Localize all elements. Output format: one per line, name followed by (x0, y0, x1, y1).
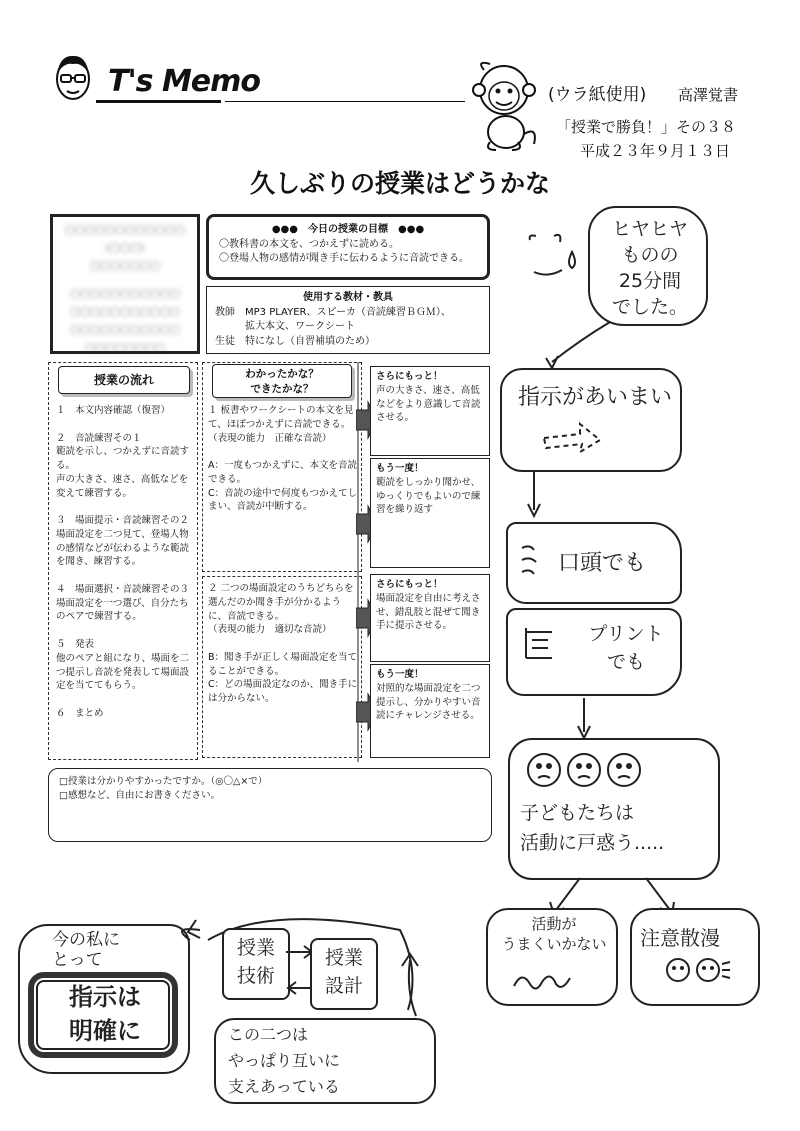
note-text-6: 活動が うまくいかない (501, 915, 607, 953)
face-cartoon-icon (52, 52, 94, 104)
sweat-face-icon (510, 210, 590, 310)
flow-heading-box (58, 366, 190, 394)
note-text-9: 指示は 明確に (69, 983, 141, 1045)
materials-line: 生徒 特になし（自習補填のため） (215, 335, 375, 347)
note-text-12: この二つは やっぱり互いに 支えあっている (228, 1025, 341, 1096)
distracted-faces-icon (664, 956, 734, 986)
goal-item: 〇教科書の本文を、つかえずに読める。 (219, 238, 399, 250)
note-text-5: 子どもたちは 活動に戸惑う..... (520, 802, 665, 854)
arrow-down-icon (520, 470, 550, 520)
note-text-8: 今の私に とって (52, 930, 120, 970)
check-heading-box (212, 364, 352, 398)
materials-line: 教師 MP3 PLAYER、スピーカ（音読練習ＢＧＭ）、 (215, 306, 451, 318)
blurred-line: （〇〇〇） (100, 244, 150, 255)
materials-heading: 使用する教材・教具 (303, 292, 393, 303)
blurred-line: 〇〇〇〇〇〇〇 (90, 262, 160, 273)
speech-lines-icon (518, 540, 548, 580)
support-text: 声の大きさ、速さ、高低などをより意識して音読させる。 (376, 384, 481, 424)
goal-heading: ●●● 今日の授業の目標 ●●● (271, 224, 425, 235)
support-head: さらにもっと！ (376, 371, 443, 382)
check-text-1: １ 板書やワークシートの本文を見て、ほぼつかえずに音読できる。 （表現の能力 正確な音読） A：一度もつかえずに、本文を音読できる。 C：音読の途中で何度もつかえてしまい、音読が中断する。 (208, 405, 358, 513)
goal-box (206, 214, 490, 280)
check-heading: わかったかな？ できたかな？ (245, 368, 319, 395)
header-author: 高澤覚書 (678, 86, 739, 104)
support-text: 場面設定を自由に考えさせ、錯乱肢と混ぜて聞き手に提示させる。 (376, 592, 481, 632)
note-text-4: プリント でも (588, 623, 664, 673)
support-head: もう一度！ (376, 463, 424, 474)
memo-logo: T's Memo (108, 64, 261, 99)
arrow-down-icon (570, 696, 600, 740)
author-avatar (52, 52, 94, 104)
goal-item: 〇登場人物の感情が聞き手に伝わるように音読できる。 (219, 253, 469, 264)
paper-icon (522, 624, 558, 664)
series-label: 「授業で勝負！」その３８ (556, 118, 737, 136)
dashed-arrow-icon (540, 418, 610, 458)
materials-box (206, 286, 490, 354)
blurred-line: 〇〇〇〇〇〇〇〇 (85, 344, 165, 355)
arrow-down-icon (540, 320, 630, 370)
support-box-a1 (370, 366, 490, 456)
flow-text: １ 本文内容確認（復習） ２ 音読練習その１ 範読を示し、つかえずに音読する。 声の大きさ、速さ、高低などを変えて練習する。 ３ 場面提示・音読練習その２ 場面設定を二つ見て、登場人物の感情などが伝わるような範読を聞き、練習する。 ４ 場面選択・音読練習その３ 場面設定を一つ選び、自分たちのペアで練習する。 ５ 発表 他のペアと組になり、場面を二つ提示し音読を発表して場面設定を当ててもらう。 ６ まとめ (56, 405, 190, 719)
support-text: 対照的な場面設定を二つ提示し、分かりやすい音読にチャレンジさせる。 (376, 682, 481, 722)
lesson-info-box (50, 214, 200, 354)
note-text-7: 注意散漫 (640, 926, 720, 950)
flow-heading: 授業の流れ (93, 373, 154, 387)
worried-faces-icon (522, 750, 652, 790)
materials-line: 拡大本文、ワークシート (215, 321, 355, 332)
date-label: 平成２３年９月１３日 (580, 142, 731, 160)
monkey-icon (462, 56, 542, 154)
note-text-1: ヒヤヒヤ ものの 25分間 でした。 (611, 218, 688, 318)
check-text-2: ２ 二つの場面設定のうちどちらを選んだのか聞き手が分かるように、音読できる。 （表現の能力 適切な音読） B：聞き手が正しく場面設定を当てることができる。 C：どの場面設定なのか、聞き手には分からない。 (208, 583, 358, 705)
page-title: 久しぶりの授業はどうかな (249, 169, 550, 198)
reflection-box (48, 768, 492, 842)
note-text-2: 指示があいまい (517, 385, 672, 410)
note-text-10: 授業 技術 (236, 937, 275, 987)
support-head: もう一度！ (376, 669, 424, 680)
support-box-b1 (370, 574, 490, 662)
blurred-line: 〇〇〇〇〇〇〇〇〇〇〇 (70, 290, 180, 301)
note-text-11: 授業 設計 (324, 947, 363, 997)
logo-underline (96, 100, 221, 103)
squiggle-icon (510, 966, 580, 996)
support-head: さらにもっと！ (376, 579, 443, 590)
header-rule (225, 101, 465, 102)
header-tag: (ウラ紙使用) (548, 85, 647, 105)
reflection-q2: □感想など、自由にお書きください。 (59, 789, 220, 801)
support-box-a2 (370, 458, 490, 568)
support-text: 範読をしっかり聞かせ、ゆっくりでもよいので練習を繰り返す (376, 476, 481, 516)
blurred-line: 〇〇〇〇〇〇〇〇〇〇〇 (70, 326, 180, 337)
reflection-q1: □授業は分かりやすかったですか。（◎〇△×で） (59, 776, 268, 787)
support-box-b2 (370, 664, 490, 758)
blurred-line: 〇〇〇〇〇〇〇〇〇〇〇〇 (65, 226, 185, 237)
note-text-3: 口頭でも (558, 551, 647, 576)
arrow-up-icon (396, 950, 436, 1020)
blurred-line: 〇〇〇〇〇〇〇〇〇〇〇 (70, 308, 180, 319)
monkey-mascot (462, 56, 542, 154)
